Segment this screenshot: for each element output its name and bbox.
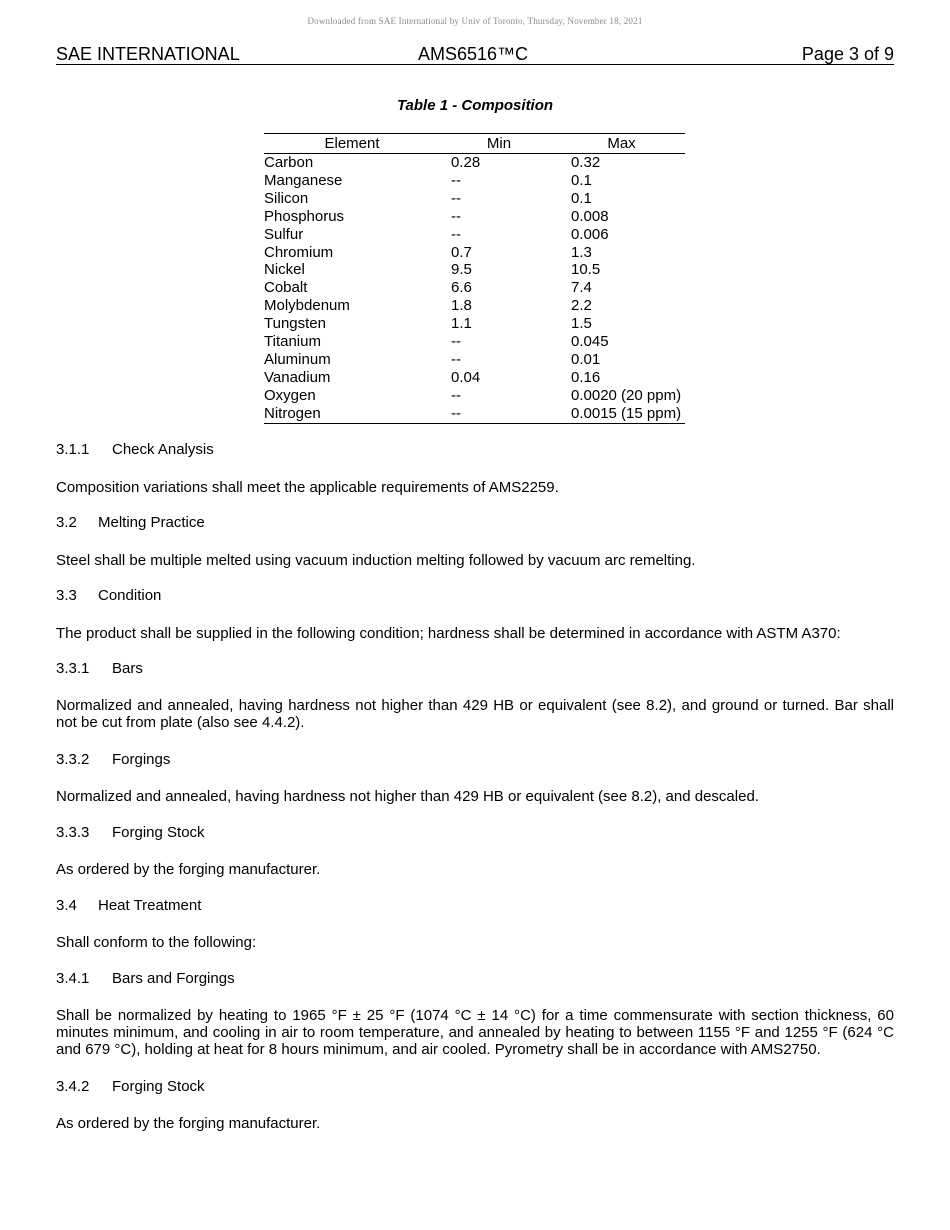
cell-min: 1.8 xyxy=(451,297,472,315)
table-row xyxy=(264,333,685,351)
section-title: Forging Stock xyxy=(112,824,205,841)
section-text-3-1-1: Composition variations shall meet the applicable requirements of AMS2259. xyxy=(56,479,559,496)
section-title: Forging Stock xyxy=(112,1078,205,1095)
column-header-max: Max xyxy=(558,134,685,154)
download-notice: Downloaded from SAE International by Univ of Toronto, Thursday, November 18, 2021 xyxy=(307,16,643,26)
section-title: Bars xyxy=(112,660,143,677)
cell-min: -- xyxy=(451,171,461,189)
header-page-number: Page 3 of 9 xyxy=(801,44,894,64)
cell-element: Sulfur xyxy=(264,225,304,243)
section-number: 3.4.1 xyxy=(56,970,90,987)
table-row xyxy=(264,244,685,262)
cell-max: 2.2 xyxy=(571,297,592,315)
cell-max: 0.045 xyxy=(571,333,609,351)
section-title: Bars and Forgings xyxy=(112,970,235,987)
cell-max: 0.32 xyxy=(571,154,601,171)
cell-element: Cobalt xyxy=(264,279,308,297)
section-heading-3-4-2 xyxy=(56,1078,205,1096)
cell-element: Phosphorus xyxy=(264,207,345,225)
cell-max: 0.0015 (15 ppm) xyxy=(571,404,682,422)
cell-max: 1.5 xyxy=(571,315,592,333)
cell-min: 1.1 xyxy=(451,315,472,333)
section-heading-3-3-3 xyxy=(56,824,205,842)
cell-max: 0.0020 (20 ppm) xyxy=(571,386,682,404)
section-number: 3.1.1 xyxy=(56,441,90,458)
section-text-3-4-2: As ordered by the forging manufacturer. xyxy=(56,1115,321,1132)
cell-min: 0.04 xyxy=(451,368,481,386)
table-row xyxy=(264,387,685,405)
cell-min: 0.7 xyxy=(451,243,472,261)
cell-min: 0.28 xyxy=(451,154,481,171)
cell-max: 10.5 xyxy=(571,261,601,279)
section-number: 3.3.2 xyxy=(56,751,90,768)
table-row xyxy=(264,315,685,333)
cell-element: Oxygen xyxy=(264,386,316,404)
section-title: Condition xyxy=(98,587,162,604)
section-text-3-3-3: As ordered by the forging manufacturer. xyxy=(56,861,321,878)
cell-min: -- xyxy=(451,189,461,207)
section-text-3-3-1: Normalized and annealed, having hardness not higher than 429 HB or equivalent (see 8.2), and ground or turned. Bar shall not be cut from plate (also see 4.4.2). xyxy=(56,697,894,731)
column-header-min: Min xyxy=(440,134,558,154)
cell-max: 0.006 xyxy=(571,225,609,243)
cell-element: Nickel xyxy=(264,261,305,279)
cell-max: 0.1 xyxy=(571,189,592,207)
section-number: 3.4 xyxy=(56,897,77,914)
cell-min: 9.5 xyxy=(451,261,472,279)
cell-element: Titanium xyxy=(264,333,321,351)
cell-element: Nitrogen xyxy=(264,404,321,422)
cell-element: Carbon xyxy=(264,154,314,171)
section-heading-3-1-1 xyxy=(56,441,214,459)
table-header-row xyxy=(264,134,685,154)
cell-min: -- xyxy=(451,350,461,368)
section-title: Heat Treatment xyxy=(98,897,202,914)
section-heading-3-3-2 xyxy=(56,751,170,769)
table-title: Table 1 - Composition xyxy=(396,97,554,114)
cell-max: 0.008 xyxy=(571,207,609,225)
section-title: Forgings xyxy=(112,751,171,768)
cell-max: 7.4 xyxy=(571,279,592,297)
cell-element: Silicon xyxy=(264,189,309,207)
section-heading-3-4-1 xyxy=(56,970,235,988)
section-heading-3-2 xyxy=(56,514,205,532)
section-number: 3.2 xyxy=(56,514,77,531)
header-organization: SAE INTERNATIONAL xyxy=(56,44,240,64)
section-text-3-4-1: Shall be normalized by heating to 1965 °F ± 25 °F (1074 °C ± 14 °C) for a time commensurate with section thickness, 60 minutes minimum, and cooling in air to room temperature, and annealed by heating to between 1155 °F and 1255 °F (624 °C and 679 °C), holding at heat for 8 hours minimum, and air cooled. Pyrometry shall be in accordance with AMS2750. xyxy=(56,1007,894,1058)
table-row xyxy=(264,279,685,297)
cell-max: 0.01 xyxy=(571,350,601,368)
cell-max: 0.1 xyxy=(571,171,592,189)
section-heading-3-4 xyxy=(56,897,201,915)
section-number: 3.3 xyxy=(56,587,77,604)
cell-min: 6.6 xyxy=(451,279,472,297)
cell-min: -- xyxy=(451,386,461,404)
page-header xyxy=(56,44,894,65)
cell-max: 1.3 xyxy=(571,243,592,261)
table-row xyxy=(264,351,685,369)
section-title: Melting Practice xyxy=(98,514,205,531)
section-number: 3.3.1 xyxy=(56,660,90,677)
cell-element: Molybdenum xyxy=(264,297,350,315)
section-heading-3-3-1 xyxy=(56,660,143,678)
table-row xyxy=(264,208,685,226)
section-number: 3.3.3 xyxy=(56,824,90,841)
table-row xyxy=(264,405,685,423)
cell-element: Vanadium xyxy=(264,368,331,386)
section-heading-3-3 xyxy=(56,587,161,605)
composition-table xyxy=(264,133,685,424)
cell-element: Manganese xyxy=(264,171,343,189)
section-text-3-3-2: Normalized and annealed, having hardness not higher than 429 HB or equivalent (see 8.2), and descaled. xyxy=(56,788,759,805)
cell-element: Tungsten xyxy=(264,315,326,333)
cell-max: 0.16 xyxy=(571,368,601,386)
cell-min: -- xyxy=(451,225,461,243)
table-row xyxy=(264,190,685,208)
table-row xyxy=(264,297,685,315)
section-number: 3.4.2 xyxy=(56,1078,90,1095)
table-row xyxy=(264,172,685,190)
table-row xyxy=(264,226,685,244)
header-document-number: AMS6516™C xyxy=(418,44,529,64)
cell-min: -- xyxy=(451,404,461,422)
section-text-3-4: Shall conform to the following: xyxy=(56,934,257,951)
table-row xyxy=(264,261,685,279)
section-text-3-2: Steel shall be multiple melted using vacuum induction melting followed by vacuum arc remelting. xyxy=(56,552,696,569)
cell-min: -- xyxy=(451,207,461,225)
cell-element: Chromium xyxy=(264,243,334,261)
cell-min: -- xyxy=(451,333,461,351)
table-row xyxy=(264,369,685,387)
cell-element: Aluminum xyxy=(264,350,331,368)
table-row xyxy=(264,154,685,172)
section-text-3-3: The product shall be supplied in the following condition; hardness shall be determined in accordance with ASTM A370: xyxy=(56,625,841,642)
column-header-element: Element xyxy=(264,134,440,154)
section-title: Check Analysis xyxy=(112,441,214,458)
